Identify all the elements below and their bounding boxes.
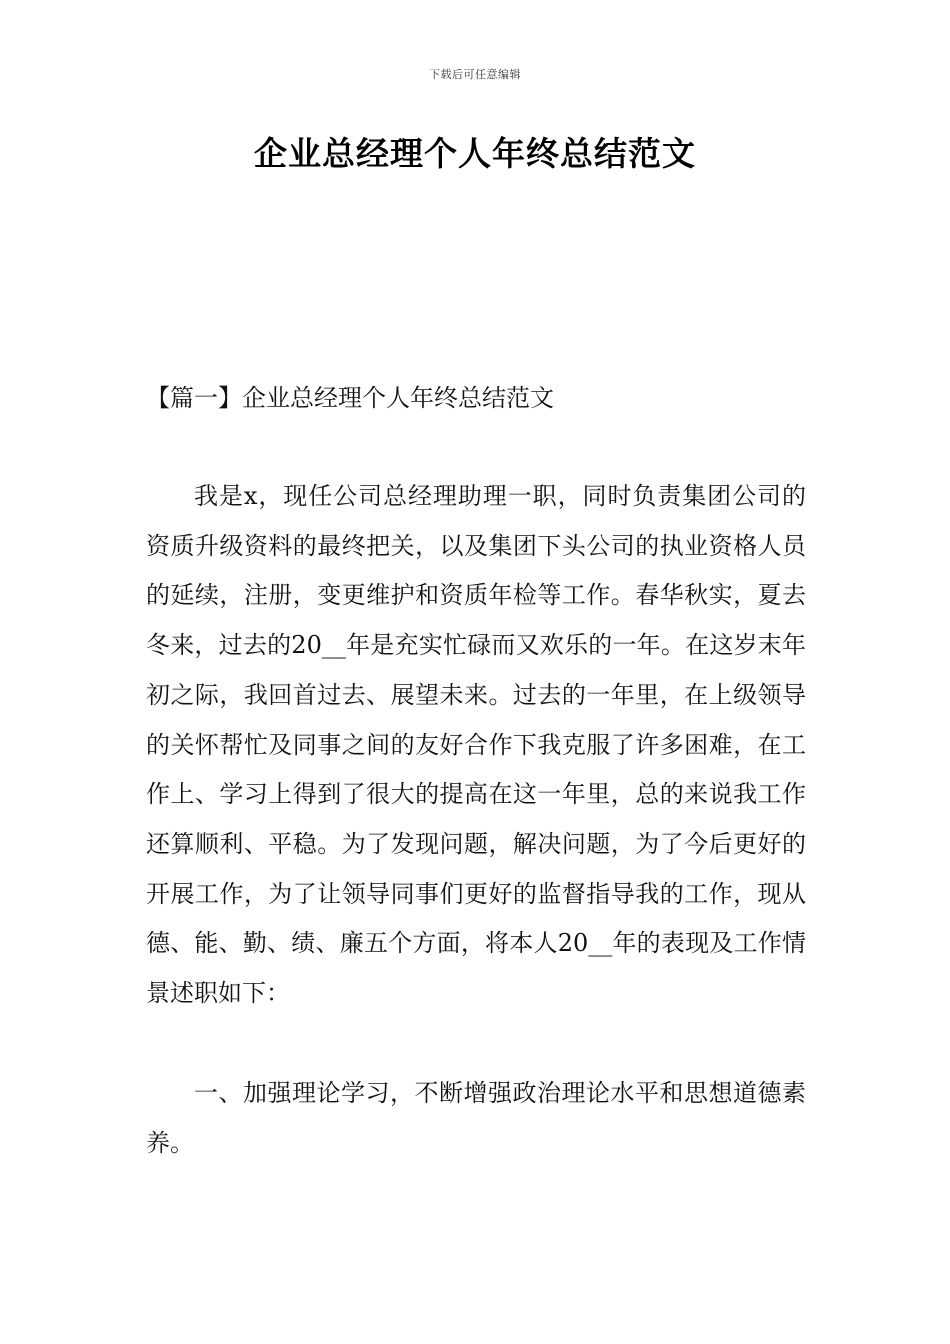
body-paragraph: 我是x，现任公司总经理助理一职，同时负责集团公司的资质升级资料的最终把关，以及集团下头公司的执业资格人员的延续，注册，变更维护和资质年检等工作。春华秋实，夏去冬来，过去的20__年是充实忙碌而又欢乐的一年。在这岁末年初之际，我回首过去、展望未来。过去的一年里，在上级领导的关怀帮忙及同事之间的友好合作下我克服了许多困难，在工作上、学习上得到了很大的提高在这一年里，总的来说我工作还算顺利、平稳。为了发现问题，解决问题，为了今后更好的开展工作，为了让领导同事们更好的监督指导我的工作，现从德、能、勤、绩、廉五个方面，将本人20__年的表现及工作情景述职如下： xyxy=(146,482,806,1008)
section-heading: 【篇一】企业总经理个人年终总结范文 xyxy=(146,384,554,412)
page-title: 企业总经理个人年终总结范文 xyxy=(254,134,696,173)
header-note: 下载后可任意编辑 xyxy=(429,68,521,81)
body-paragraph: 一、加强理论学习，不断增强政治理论水平和思想道德素养。 xyxy=(146,1079,806,1157)
